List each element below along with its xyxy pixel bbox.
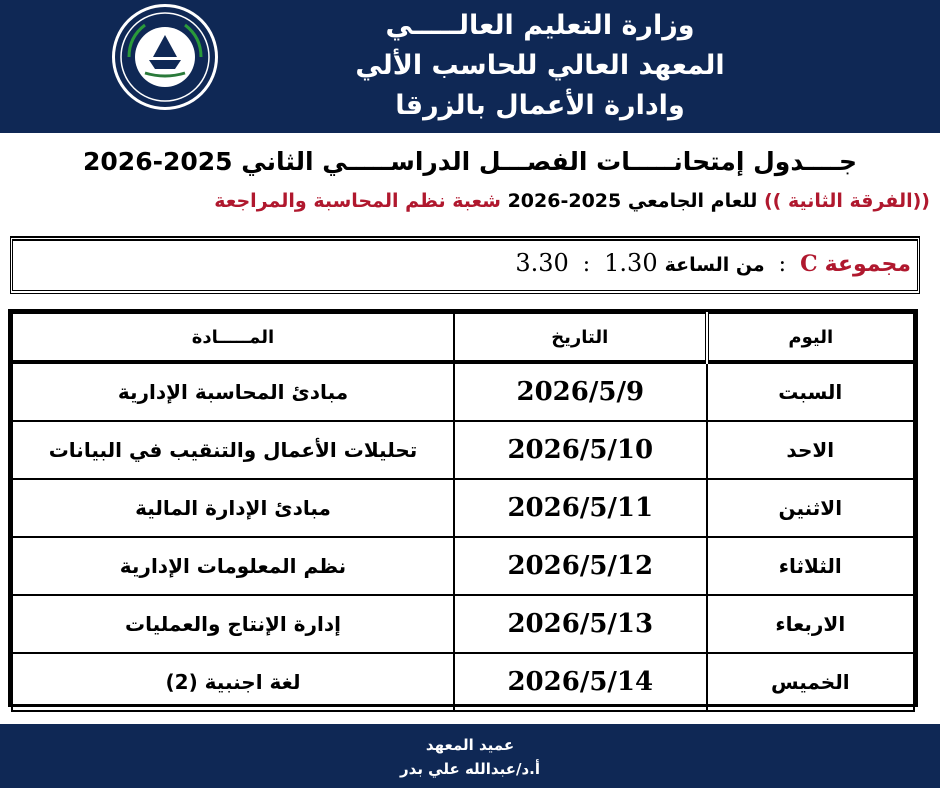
day-cell: الاحد (707, 421, 914, 479)
exam-schedule-table (8, 309, 918, 707)
department-name: شعبة نظم المحاسبة والمراجعة (214, 190, 501, 212)
table-row (12, 362, 914, 421)
year-group: ((الفرقة الثانية )) (763, 190, 930, 212)
ministry-line: وزارة التعليم العالـــــي (385, 10, 695, 41)
from-time-label: من الساعة (664, 254, 765, 276)
separator: : (771, 252, 794, 277)
table-header-row (12, 313, 914, 362)
time-to: 3.30 (515, 249, 569, 277)
day-cell: الاربعاء (707, 595, 914, 653)
academic-year: للعام الجامعي 2025-2026 (507, 190, 758, 212)
institute-seal-icon (112, 4, 218, 110)
day-cell: الخميس (707, 653, 914, 711)
group-letter: C (800, 251, 818, 277)
subject-cell: تحليلات الأعمال والتنقيب في البيانات (12, 421, 454, 479)
time-from: 1.30 (604, 249, 658, 277)
header-banner (0, 0, 940, 133)
date-cell: 2026/5/13 (454, 595, 707, 653)
date-cell: 2026/5/10 (454, 421, 707, 479)
date-cell: 2026/5/11 (454, 479, 707, 537)
header-date: التاريخ (454, 313, 707, 362)
separator: : (575, 252, 598, 277)
table-row (12, 653, 914, 711)
ministry-heading (310, 6, 770, 126)
header-day: اليوم (707, 313, 914, 362)
group-label: مجموعة (824, 252, 911, 277)
subject-cell: إدارة الإنتاج والعمليات (12, 595, 454, 653)
subject-cell: لغة اجنبية (2) (12, 653, 454, 711)
subject-cell: مبادئ المحاسبة الإدارية (12, 362, 454, 421)
table-row (12, 595, 914, 653)
department-line: وادارة الأعمال بالزرقا (395, 90, 685, 121)
subject-cell: نظم المعلومات الإدارية (12, 537, 454, 595)
table-row (12, 421, 914, 479)
page-subtitle (214, 190, 930, 212)
table-row (12, 537, 914, 595)
institute-line: المعهد العالي للحاسب الألي (355, 50, 725, 81)
group-time-box (10, 236, 920, 294)
date-cell: 2026/5/12 (454, 537, 707, 595)
subject-cell: مبادئ الإدارة المالية (12, 479, 454, 537)
page-title: جــــدول إمتحانـــــات الفصـــل الدراســـــي الثاني 2025-2026 (83, 147, 857, 176)
dean-name: أ.د/عبدالله علي بدر (400, 760, 540, 778)
footer-banner (0, 724, 940, 788)
day-cell: السبت (707, 362, 914, 421)
table-row (12, 479, 914, 537)
dean-title: عميد المعهد (425, 736, 515, 754)
day-cell: الثلاثاء (707, 537, 914, 595)
header-subject: المـــــادة (12, 313, 454, 362)
date-cell: 2026/5/14 (454, 653, 707, 711)
date-cell: 2026/5/9 (454, 362, 707, 421)
day-cell: الاثنين (707, 479, 914, 537)
